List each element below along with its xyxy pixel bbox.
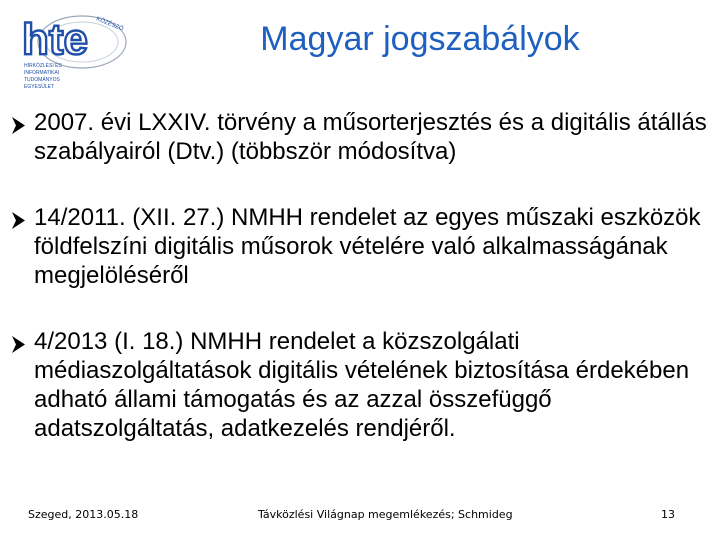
hte-logo <box>14 6 134 92</box>
logo-org-line-2: INFORMATIKAI <box>24 70 60 76</box>
footer-date-location: Szeged, 2013.05.18 <box>28 508 139 521</box>
slide-title: Magyar jogszabályok <box>260 20 580 58</box>
logo-arc-text: KÖZÉSZŐ <box>95 16 125 33</box>
footer-event: Távközlési Világnap megemlékezés; Schmideg <box>258 508 513 521</box>
arrow-bullet-icon <box>10 211 26 230</box>
logo-org-line-1: HÍRKÖZLÉSI ÉS <box>24 63 62 69</box>
bullet-text: 2007. évi LXXIV. törvény a műsorterjesztés és a digitális átállás szabályairól (Dtv.) (többször módosítva) <box>34 109 707 165</box>
logo-org-line-3: TUDOMÁNYOS <box>24 77 60 83</box>
bullet-item <box>10 203 710 290</box>
bullet-item <box>10 108 710 166</box>
logo-letters: hte <box>22 15 88 64</box>
bullet-text: 4/2013 (I. 18.) NMHH rendelet a közszolgálati médiaszolgáltatások digitális vételének biztosítása érdekében adható állami támogatás és az azzal összefüggő adatszolgáltatás, adatkezelés rendjéről. <box>34 328 690 442</box>
bullet-text: 14/2011. (XII. 27.) NMHH rendelet az egyes műszaki eszközök földfelszíni digitális műsorok vételére való alkalmasságának megjelöléséről <box>34 204 701 289</box>
hte-logo-graphic <box>14 6 134 92</box>
footer-page-number: 13 <box>661 508 675 521</box>
logo-org-line-4: EGYESÜLET <box>24 84 55 90</box>
bullet-list <box>10 108 710 480</box>
bullet-item <box>10 327 710 443</box>
arrow-bullet-icon <box>10 116 26 135</box>
arrow-bullet-icon <box>10 335 26 354</box>
